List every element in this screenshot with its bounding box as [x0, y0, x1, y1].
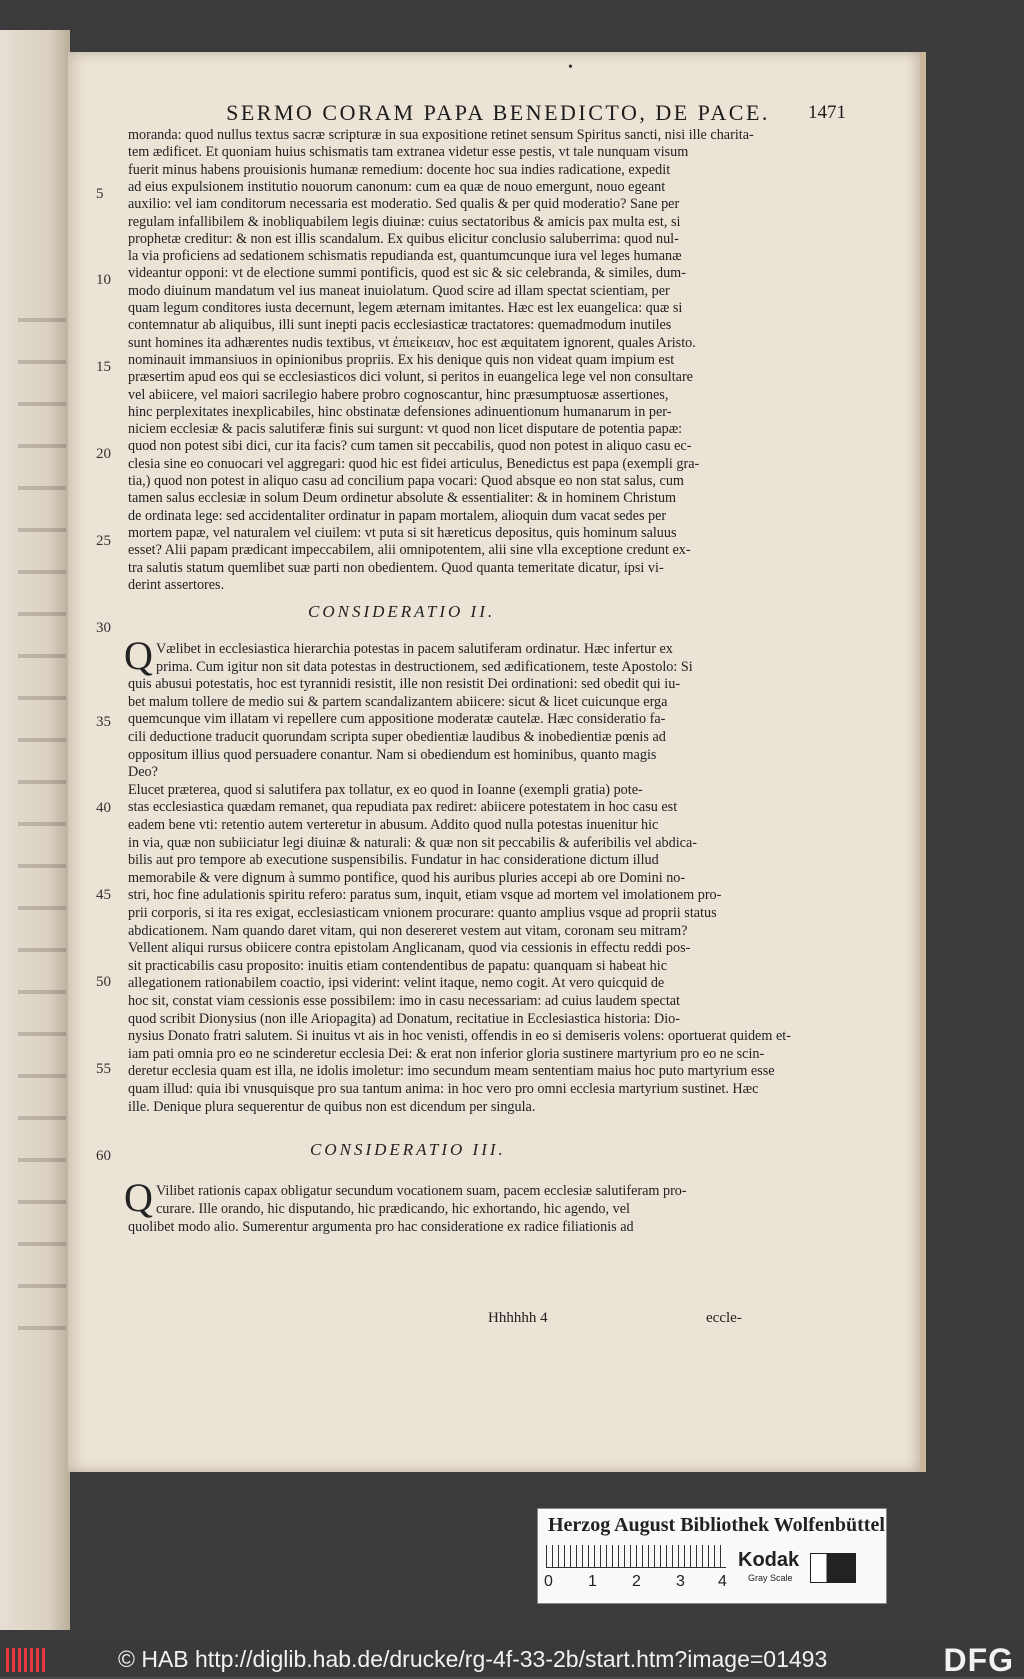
running-head: SERMO CORAM PAPA BENEDICTO, DE PACE.: [226, 100, 770, 125]
text-line: ad eius expulsionem institutio nouorum canonum: cum ea quæ de nouo emergunt, nouo egeant: [128, 178, 666, 195]
text-line: prima. Cum igitur non sit data potestas in destructionem, sed ædificationem, teste Apostolo: Si: [156, 658, 693, 675]
text-line: iam pati omnia pro eo ne scinderetur ecclesia Dei: & erat non inferior gloria sustinere martyrium pro eo ne scin-: [128, 1045, 765, 1062]
text-line: prii corporis, si ita res exigat, ecclesiasticam vnionem procurare: quanto amplius vsque ad proprii status: [128, 905, 717, 921]
footer-bar: [0, 1640, 1024, 1677]
text-line: sunt homines ita adhærentes nudis textibus, vt ἐπιείκειαν, hoc est æquitatem ignorent, quales Aristo.: [128, 334, 696, 351]
text-line: præsertim apud eos qui se ecclesiasticos dici volunt, si peritos in euangelica lege vel non consultare: [128, 369, 693, 386]
text-line: auxilio: vel iam conditorum necessaria est moderatio. Sed qualis & per quid moderatio? Sane per: [128, 196, 680, 213]
signature-mark: Hhhhhh 4: [488, 1310, 548, 1326]
text-line: la via proficiens ad sedationem schismatis repudianda est, quantumcunque iura vel leges humanæ: [128, 248, 682, 265]
drop-capital: Q: [124, 633, 153, 678]
text-line: prophetæ creditur: & non est illis scandalum. Ex quibus elicitur conclusio saluberrima: quod nul-: [128, 230, 679, 247]
scale-number: 0: [544, 1573, 553, 1590]
text-line: modo diuinum mandatum vel ius maneat inuiolatum. Quod scire ad illam spectat scientiam, per: [128, 282, 670, 299]
text-line: memorabile & vere dignum à summo pontifice, quod his auribus pluries accepi ab ore Domini no-: [128, 869, 686, 886]
text-line: tem ædificet. Et quoniam huius schismatis tam extranea videtur esse pestis, vt tale nunquam visum: [128, 144, 689, 161]
text-line: videantur opponi: vt de electione summi pontificis, quod est sic & sic celebranda, & similes, dum-: [128, 265, 686, 282]
text-line: Vilibet rationis capax obligatur secundum vocationem suam, pacem ecclesiæ salutiferam pro-: [156, 1183, 687, 1199]
dfg-logo: DFG: [943, 1642, 1014, 1678]
left-page-edge: [0, 30, 70, 1630]
margin-line-number: 40: [96, 800, 111, 816]
text-line: deretur ecclesia quam est illa, ne idolis imoletur: imo secundum meam sententiam maius hoc puto martyrium esse: [128, 1063, 775, 1080]
text-line: nysius Donato fratri salutem. Si inuitus vt ais in hoc venisti, offendis in eo si demiseris volens: oportuerat quidem et-: [128, 1028, 791, 1045]
margin-line-number: 50: [96, 974, 111, 990]
text-line: Vælibet in ecclesiastica hierarchia potestas in pacem salutiferam ordinatur. Hæc infertur ex: [156, 641, 673, 657]
text-line: oppositum illius quod persuadere conantur. Nam si obediendum est hominibus, quanto magis: [128, 746, 657, 763]
text-line: de ordinata lege: sed accidentaliter ordinatur in papam mortalem, alioquin dum vacat sedes per: [128, 507, 667, 524]
text-line: esset? Alii papam prædicant impeccabilem, alii omnipotentem, alii sine vlla exceptione credunt ex-: [128, 542, 691, 559]
text-line: quolibet modo alio. Sumerentur argumenta pro hac consideratione ex radice filiationis ad: [128, 1219, 634, 1235]
text-line: ille. Denique plura sequerentur de quibus non est dicendum per singula.: [128, 1098, 536, 1115]
text-line: stri, hoc fine adulationis spiritu refero: paratus sum, inquit, etiam vsque ad mortem vel imolationem pro-: [128, 887, 722, 904]
text-line: tra salutis statum quemlibet suæ parti non obedientem. Quod quanta temeritate dicatur, ipsi vi-: [128, 559, 664, 576]
scale-number: 4: [718, 1573, 727, 1590]
text-line: stas ecclesiastica quædam remanet, qua repudiata pax rediret: abiicere potestatem in hoc casu est: [128, 799, 678, 816]
text-line: niciem ecclesiæ & pacis salutiferæ finis sui surgunt: vt quod non licet disputare de potentia papæ:: [128, 421, 683, 438]
library-color-card: [537, 1508, 887, 1604]
drop-capital: Q: [124, 1175, 153, 1220]
text-line: moranda: quod nullus textus sacræ scripturæ in sua expositione retinet sensum Spiritus sancti, nisi ille charita-: [128, 127, 754, 143]
text-line: vel abiicere, vel maiori sacrilegio habere probro cognoscantur, hinc præsumptuosæ assertiones,: [128, 386, 669, 403]
barcode-icon: [6, 1648, 46, 1672]
text-line: Deo?: [128, 764, 158, 781]
margin-line-number: 20: [96, 446, 111, 462]
text-line: curare. Ille orando, hic disputando, hic prædicando, hic exhortando, hic agendo, vel: [156, 1201, 630, 1217]
text-line: quam illud: quia ibi vnusquisque pro sua tantum anima: in hoc vero pro omni ecclesia martyrium sustinet. Hæc: [128, 1081, 759, 1097]
margin-line-number: 45: [96, 887, 111, 903]
text-line: quemcunque vim illatam vi repellere cum appositione moderatæ cautelæ. Hæc consideratio fa-: [128, 711, 666, 728]
text-line: clesia sine eo conuocari vel aggregari: quod hic est fidei articulus, Benedictus est papa (exempli gra-: [128, 455, 700, 472]
gray-scale-label: Gray Scale: [748, 1573, 793, 1583]
margin-line-number: 5: [96, 186, 104, 202]
text-line: Elucet præterea, quod si salutifera pax tollatur, ex eo quod in Ioanne (exempli gratia) pote-: [128, 781, 643, 798]
margin-line-number: 25: [96, 533, 111, 549]
gray-swatch: [810, 1553, 856, 1583]
book-page: [68, 52, 920, 1472]
margin-line-number: 35: [96, 714, 111, 730]
margin-line-number: 15: [96, 359, 111, 375]
text-line: contemnatur ab aliquibus, illi sunt inepti pacis ecclesiasticæ tractatores: quemadmodum inutiles: [128, 317, 672, 334]
catchword: eccle-: [706, 1310, 742, 1326]
top-mark: •: [568, 60, 573, 75]
text-line: bilis aut pro tempore ab executione suspensibilis. Fundatur in hac consideratione dictum illud: [128, 852, 659, 869]
text-line: mortem papæ, vel naturalem vel ciuilem: vt puta si sit hæreticus depositus, quis hominum saluus: [128, 524, 677, 541]
text-line: abdicationem. Nam quando daret vitam, qui non desereret vestem aut vitam, coronam seu mitram?: [128, 922, 688, 939]
section-heading: CONSIDERATIO II.: [308, 602, 496, 621]
scale-ruler: [546, 1545, 726, 1568]
kodak-logo: Kodak: [738, 1549, 800, 1571]
text-line: cili deductione traducit quorundam scripta super obedientiæ laudibus & inobedientiæ pœnis ad: [128, 729, 666, 745]
section-heading: CONSIDERATIO III.: [310, 1140, 506, 1159]
text-line: sit practicabilis casu proposito: inuitis etiam contendentibus de papatu: quanquam si habeat hic: [128, 957, 667, 974]
copyright-url[interactable]: © HAB http://diglib.hab.de/drucke/rg-4f-33-2b/start.htm?image=01493: [118, 1646, 828, 1672]
text-line: in via, quæ non subiiciatur legi diuinæ & naturali: & quæ non sit peccabilis & auferibilis vel abdica-: [128, 834, 697, 851]
scale-number: 2: [632, 1573, 641, 1590]
margin-line-number: 30: [96, 620, 111, 636]
text-line: bet malum tollere de medio sui & partem scandalizantem abiicere: sicut & licet cuicunque erga: [128, 693, 668, 710]
text-line: quod non potest sibi dici, cur ita facis? cum tamen sit peccabilis, quod non potest in aliquo casu ec-: [128, 438, 692, 455]
left-page-text-shadows: [18, 280, 66, 1330]
scale-number: 3: [676, 1573, 685, 1590]
text-line: tamen salus ecclesiæ in solum Deum ordinetur absolute & essentialiter: & in hominem Christum: [128, 490, 677, 507]
text-line: nominauit immansiuos in opinionibus propriis. Ex his denique quis non videat quam impium est: [128, 351, 675, 368]
text-line: quam legum conditores iusta decernunt, legem æternam imitantes. Hæc est lex euangelica: quæ si: [128, 300, 683, 316]
text-line: quis abusui potestatis, hoc est tyrannidi resistit, ille non resistit Dei ordinationi: sed obedit qui iu-: [128, 676, 681, 693]
text-line: hinc perplexitates inexplicabiles, hinc obstinatæ defensiones adinuentionum humanarum in per-: [128, 403, 672, 420]
folio-number: 1471: [808, 102, 846, 123]
text-line: Vellent aliqui rursus obiicere contra epistolam Anglicanam, quod via cessionis in effectu reddi pos-: [128, 940, 691, 957]
scale-number: 1: [588, 1573, 597, 1590]
text-line: tia,) quod non potest in aliquo casu ad concilium papa vocari: Quod absque eo non stat salus, cum: [128, 473, 684, 489]
text-line: allegationem rationabilem coactio, ipsi viderint: velint itaque, nemo cogit. At vero quicquid de: [128, 975, 665, 992]
text-line: regulam infallibilem & inobliquabilem legis diuinæ: cuius sectatoribus & amicis pax multa est, si: [128, 213, 681, 230]
margin-line-number: 10: [96, 272, 111, 288]
text-line: derint assertores.: [128, 576, 225, 593]
text-line: eadem bene vti: retentio autem verteretur in abusum. Addito quod nulla potestas inuenitur hic: [128, 817, 659, 833]
text-line: fuerit minus habens prouisionis humanæ remedium: docente hoc sua indies radicatione, expedit: [128, 161, 671, 178]
margin-line-number: 60: [96, 1148, 111, 1164]
margin-line-number: 55: [96, 1061, 111, 1077]
text-line: quod scribit Dionysius (non ille Ariopagita) ad Donatum, recitatiue in Ecclesiastica historia: Dio-: [128, 1010, 680, 1027]
text-line: hoc sit, constat viam cessionis esse possibilem: imo in casu necessariam: ad cuius laudem spectat: [128, 993, 681, 1009]
library-name: Herzog August Bibliothek Wolfenbüttel: [548, 1514, 885, 1536]
